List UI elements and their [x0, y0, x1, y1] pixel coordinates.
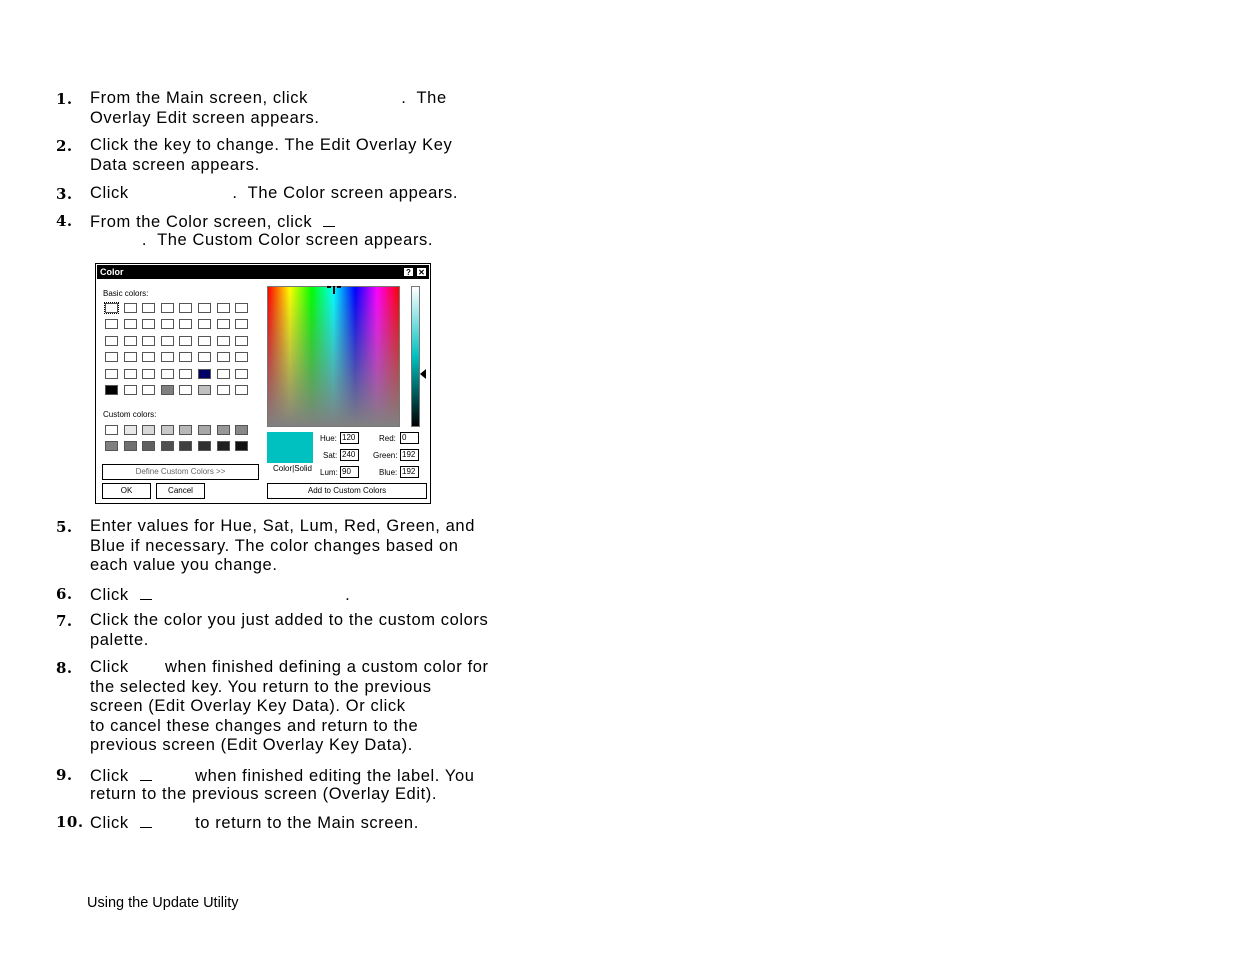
crosshair-icon [327, 286, 341, 294]
basic-color-swatch[interactable] [179, 336, 192, 346]
basic-color-swatch[interactable] [179, 385, 192, 395]
step-text-line: previous screen (Edit Overlay Key Data). [90, 736, 413, 755]
basic-color-swatch[interactable] [105, 352, 118, 362]
basic-color-swatch[interactable] [124, 303, 137, 313]
custom-color-swatch[interactable] [142, 441, 155, 451]
step-text-line: return to the previous screen (Overlay Edit). [90, 784, 438, 803]
basic-color-swatch[interactable] [161, 385, 174, 395]
add-to-custom-colors-button[interactable]: Add to Custom Colors [267, 483, 427, 499]
basic-color-swatch[interactable] [198, 303, 211, 313]
step-text: . [345, 586, 351, 604]
step-text-line: the selected key. You return to the previous [90, 677, 432, 696]
button-placeholder [140, 812, 152, 828]
basic-color-swatch[interactable] [124, 336, 137, 346]
custom-color-swatch[interactable] [179, 441, 192, 451]
basic-color-swatch[interactable] [235, 352, 248, 362]
custom-color-swatch[interactable] [105, 425, 118, 435]
step-number: 4. [56, 212, 73, 230]
basic-color-swatch[interactable] [179, 319, 192, 329]
step-text-line: Click the color you just added to the custom colors [90, 611, 489, 629]
basic-color-swatch[interactable] [217, 352, 230, 362]
luminosity-bar[interactable] [411, 286, 420, 427]
ok-button[interactable]: OK [102, 483, 151, 499]
basic-color-swatch[interactable] [142, 336, 155, 346]
basic-color-swatch[interactable] [142, 319, 155, 329]
step-text: to return to the Main screen. [195, 814, 419, 832]
custom-color-swatch[interactable] [124, 425, 137, 435]
basic-color-swatch[interactable] [142, 385, 155, 395]
step-number: 3. [56, 185, 73, 203]
step-text-line [90, 584, 350, 606]
basic-color-swatch[interactable] [105, 369, 118, 379]
basic-color-swatch[interactable] [179, 369, 192, 379]
lum-field[interactable]: 90 [340, 466, 359, 478]
basic-colors-label: Basic colors: [103, 289, 149, 298]
basic-color-swatch[interactable] [161, 303, 174, 313]
button-placeholder [323, 211, 335, 227]
red-label: Red: [379, 434, 396, 443]
step-text-line: Data screen appears. [90, 155, 260, 174]
custom-color-swatch[interactable] [142, 425, 155, 435]
luminosity-arrow-icon[interactable] [420, 369, 426, 379]
basic-color-swatch[interactable] [105, 319, 118, 329]
close-icon[interactable]: ✕ [416, 267, 427, 277]
step-number: 1. [56, 90, 73, 108]
step-text: From the Color screen, click [90, 213, 313, 231]
cancel-button[interactable]: Cancel [156, 483, 205, 499]
basic-color-swatch[interactable] [124, 319, 137, 329]
basic-color-swatch[interactable] [142, 369, 155, 379]
color-spectrum[interactable] [267, 286, 400, 427]
step-text-line: Click the key to change. The Edit Overlay Key [90, 136, 453, 154]
lum-label: Lum: [320, 468, 338, 477]
basic-color-swatch[interactable] [217, 369, 230, 379]
button-placeholder [140, 584, 152, 600]
dialog-title: Color [100, 267, 124, 277]
define-custom-colors-button[interactable]: Define Custom Colors >> [102, 464, 259, 480]
custom-color-swatch[interactable] [198, 441, 211, 451]
step-text-line: Click when finished defining a custom color for [90, 658, 489, 676]
basic-color-swatch[interactable] [217, 385, 230, 395]
hue-field[interactable]: 120 [340, 432, 359, 444]
step-number: 9. [56, 766, 73, 784]
basic-color-swatch[interactable] [124, 369, 137, 379]
basic-color-swatch[interactable] [105, 303, 118, 313]
step-text-line: Click . The Color screen appears. [90, 184, 459, 202]
custom-color-swatch[interactable] [124, 441, 137, 451]
basic-color-swatch[interactable] [161, 319, 174, 329]
step-text: when finished editing the label. You [195, 767, 475, 785]
step-number: 7. [56, 612, 73, 630]
button-placeholder [140, 765, 152, 781]
basic-color-swatch[interactable] [235, 336, 248, 346]
green-field[interactable]: 192 [400, 449, 419, 461]
step-text-line: From the Main screen, click . The [90, 89, 447, 107]
step-number: 6. [56, 585, 73, 603]
basic-color-swatch[interactable] [235, 303, 248, 313]
step-text-line: palette. [90, 630, 149, 649]
basic-color-swatch[interactable] [105, 336, 118, 346]
step-text-line: . The Custom Color screen appears. [90, 230, 434, 249]
custom-color-swatch[interactable] [161, 441, 174, 451]
custom-color-swatch[interactable] [179, 425, 192, 435]
basic-color-swatch[interactable] [124, 385, 137, 395]
red-field[interactable]: 0 [400, 432, 419, 444]
dialog-title-bar [97, 265, 429, 279]
basic-color-swatch[interactable] [217, 336, 230, 346]
custom-color-swatch[interactable] [235, 441, 248, 451]
basic-color-swatch[interactable] [217, 303, 230, 313]
basic-color-swatch[interactable] [235, 319, 248, 329]
basic-color-swatch[interactable] [161, 336, 174, 346]
step-text-line [90, 812, 419, 834]
basic-color-swatch[interactable] [161, 352, 174, 362]
custom-color-swatch[interactable] [198, 425, 211, 435]
step-text-line: Blue if necessary. The color changes based on [90, 536, 459, 555]
basic-color-swatch[interactable] [198, 336, 211, 346]
basic-color-swatch[interactable] [198, 319, 211, 329]
custom-color-swatch[interactable] [235, 425, 248, 435]
help-icon[interactable]: ? [403, 267, 414, 277]
step-text: Click [90, 586, 129, 604]
sat-field[interactable]: 240 [340, 449, 359, 461]
basic-color-swatch[interactable] [142, 352, 155, 362]
basic-color-swatch[interactable] [235, 369, 248, 379]
basic-color-swatch[interactable] [198, 352, 211, 362]
color-preview [267, 432, 313, 463]
basic-color-swatch[interactable] [217, 319, 230, 329]
basic-color-swatch[interactable] [124, 352, 137, 362]
basic-color-swatch[interactable] [105, 385, 118, 395]
basic-color-swatch[interactable] [142, 303, 155, 313]
basic-color-swatch[interactable] [198, 385, 211, 395]
step-text-line: Enter values for Hue, Sat, Lum, Red, Green, and [90, 517, 475, 535]
step-number: 5. [56, 518, 73, 536]
page-footer: Using the Update Utility [87, 895, 239, 911]
step-text: Click [90, 767, 129, 785]
basic-color-swatch[interactable] [179, 303, 192, 313]
basic-color-swatch[interactable] [179, 352, 192, 362]
sat-label: Sat: [323, 451, 338, 460]
hue-label: Hue: [320, 434, 337, 443]
step-number: 10. [56, 813, 84, 831]
blue-label: Blue: [379, 468, 398, 477]
step-number: 8. [56, 659, 73, 677]
green-label: Green: [373, 451, 398, 460]
custom-colors-label: Custom colors: [103, 410, 157, 419]
step-text-line: Overlay Edit screen appears. [90, 108, 320, 127]
step-text-line [90, 211, 335, 233]
step-text: Click [90, 814, 129, 832]
step-text-line: to cancel these changes and return to the [90, 716, 419, 735]
step-text-line: screen (Edit Overlay Key Data). Or click [90, 697, 406, 716]
basic-color-swatch[interactable] [161, 369, 174, 379]
basic-color-swatch[interactable] [198, 369, 211, 379]
color-dialog [95, 263, 431, 504]
step-number: 2. [56, 137, 73, 155]
blue-field[interactable]: 192 [400, 466, 419, 478]
custom-color-swatch[interactable] [217, 425, 230, 435]
custom-color-swatch[interactable] [105, 441, 118, 451]
custom-color-swatch[interactable] [161, 425, 174, 435]
step-text-line: each value you change. [90, 556, 278, 575]
color-solid-label: Color|Solid [273, 464, 312, 473]
basic-color-swatch[interactable] [235, 385, 248, 395]
step-text-line [90, 765, 475, 787]
custom-color-swatch[interactable] [217, 441, 230, 451]
